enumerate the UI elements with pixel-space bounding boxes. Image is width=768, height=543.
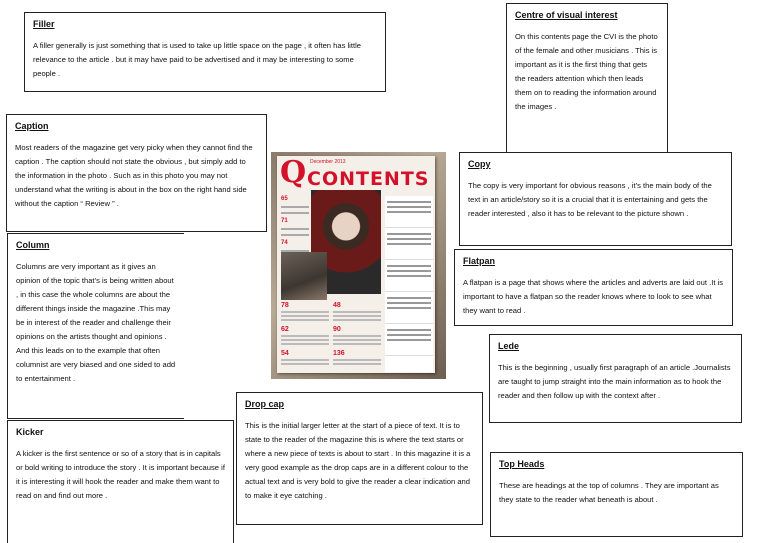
column-title: Column	[16, 240, 50, 250]
magazine-contents-heading: CONTENTS	[307, 168, 430, 190]
magazine-article-grid	[281, 302, 383, 372]
copy-box	[459, 152, 732, 246]
lede-box	[489, 334, 742, 423]
magazine-photo	[271, 152, 446, 379]
lede-text: This is the beginning , usually first paragraph of an article .Journalists are taught to jump straight into the main information as to hook the reader and then follow up with the context after .	[498, 363, 731, 400]
dropcap-text: This is the initial larger letter at the start of a piece of text. It is to state to the reader of the magazine this is where the text starts or where a new piece of texts is about to start . In this magazine it is a very good example as the drop caps are in a different colour to the actual text and is very bold to give the reader a clear indication and to make it eye catching .	[245, 421, 471, 500]
magazine-page-number: 74	[281, 240, 288, 246]
magazine-logo: Q	[280, 156, 307, 190]
magazine-grid-number: 62	[281, 326, 289, 333]
dropcap-title: Drop cap	[245, 399, 285, 409]
cvi-title: Centre of visual interest	[515, 10, 618, 20]
copy-text: The copy is very important for obvious reasons , it’s the main body of the text in an article/story so it is a crucial that it is entertaining and gets the reader interested , also it has to be relevant to the picture shown .	[468, 181, 712, 218]
topheads-text: These are headings at the top of columns . They are important as they state to the reader what beneath is about .	[499, 481, 719, 504]
cvi-box	[506, 3, 668, 153]
kicker-box	[7, 420, 234, 543]
caption-text: Most readers of the magazine get very picky when they cannot find the caption . The caption should not state the obvious , but simply add to the information in the photo . Such as in this photo you may not understand what the writing is about in the box on the right hand side without the caption “ Review ” .	[15, 143, 253, 208]
caption-title: Caption	[15, 121, 49, 131]
filler-title: Filler	[33, 19, 55, 29]
dropcap-box	[236, 392, 483, 525]
kicker-text: A kicker is the first sentence or so of a story that is in capitals or bold writing to introduce the story . It is important because if it is interesting it will hook the reader and make them want to read on and find out more .	[16, 449, 225, 500]
magazine-grid-number: 48	[333, 302, 341, 309]
topheads-title: Top Heads	[499, 459, 545, 469]
magazine-date: December 2013	[310, 159, 346, 165]
topheads-box	[490, 452, 743, 537]
flatpan-text: A flatpan is a page that shows where the articles and adverts are laid out .It is important to have a flatpan so the reader knows where to look to see what they want to read .	[463, 278, 724, 315]
magazine-grid-number: 54	[281, 350, 289, 357]
magazine-musician-photo	[281, 252, 327, 300]
filler-box	[24, 12, 386, 92]
magazine-grid-number: 136	[333, 350, 345, 357]
magazine-page	[277, 156, 435, 373]
caption-box	[6, 114, 267, 232]
copy-title: Copy	[468, 159, 491, 169]
lede-title: Lede	[498, 341, 520, 351]
column-box	[7, 233, 184, 419]
flatpan-title: Flatpan	[463, 256, 496, 266]
flatpan-box	[454, 249, 733, 326]
kicker-title: Kicker	[16, 427, 44, 437]
magazine-grid-number: 78	[281, 302, 289, 309]
magazine-page-number: 71	[281, 218, 288, 224]
magazine-right-column	[385, 196, 433, 372]
magazine-page-number: 65	[281, 196, 288, 202]
cvi-text: On this contents page the CVI is the photo of the female and other musicians . This is important as it is the first thing that gets the readers attention which then leads them on to reading the information around the images .	[515, 32, 658, 111]
filler-text: A filler generally is just something that is used to take up little space on the page , it often has little relevance to the article . but it may have paid to be advertised and it may be interesting to some people .	[33, 41, 361, 78]
column-text: Columns are very important as it gives an opinion of the topic that’s is being written about , in this case the whole columns are about the different things inside the magazine .This may be in interest of the reader and challenge their opinions on the artists thought and opinions . And this leads on to the example that often columnist are very biased and one sided to add to entertainment .	[16, 262, 176, 383]
magazine-grid-number: 90	[333, 326, 341, 333]
